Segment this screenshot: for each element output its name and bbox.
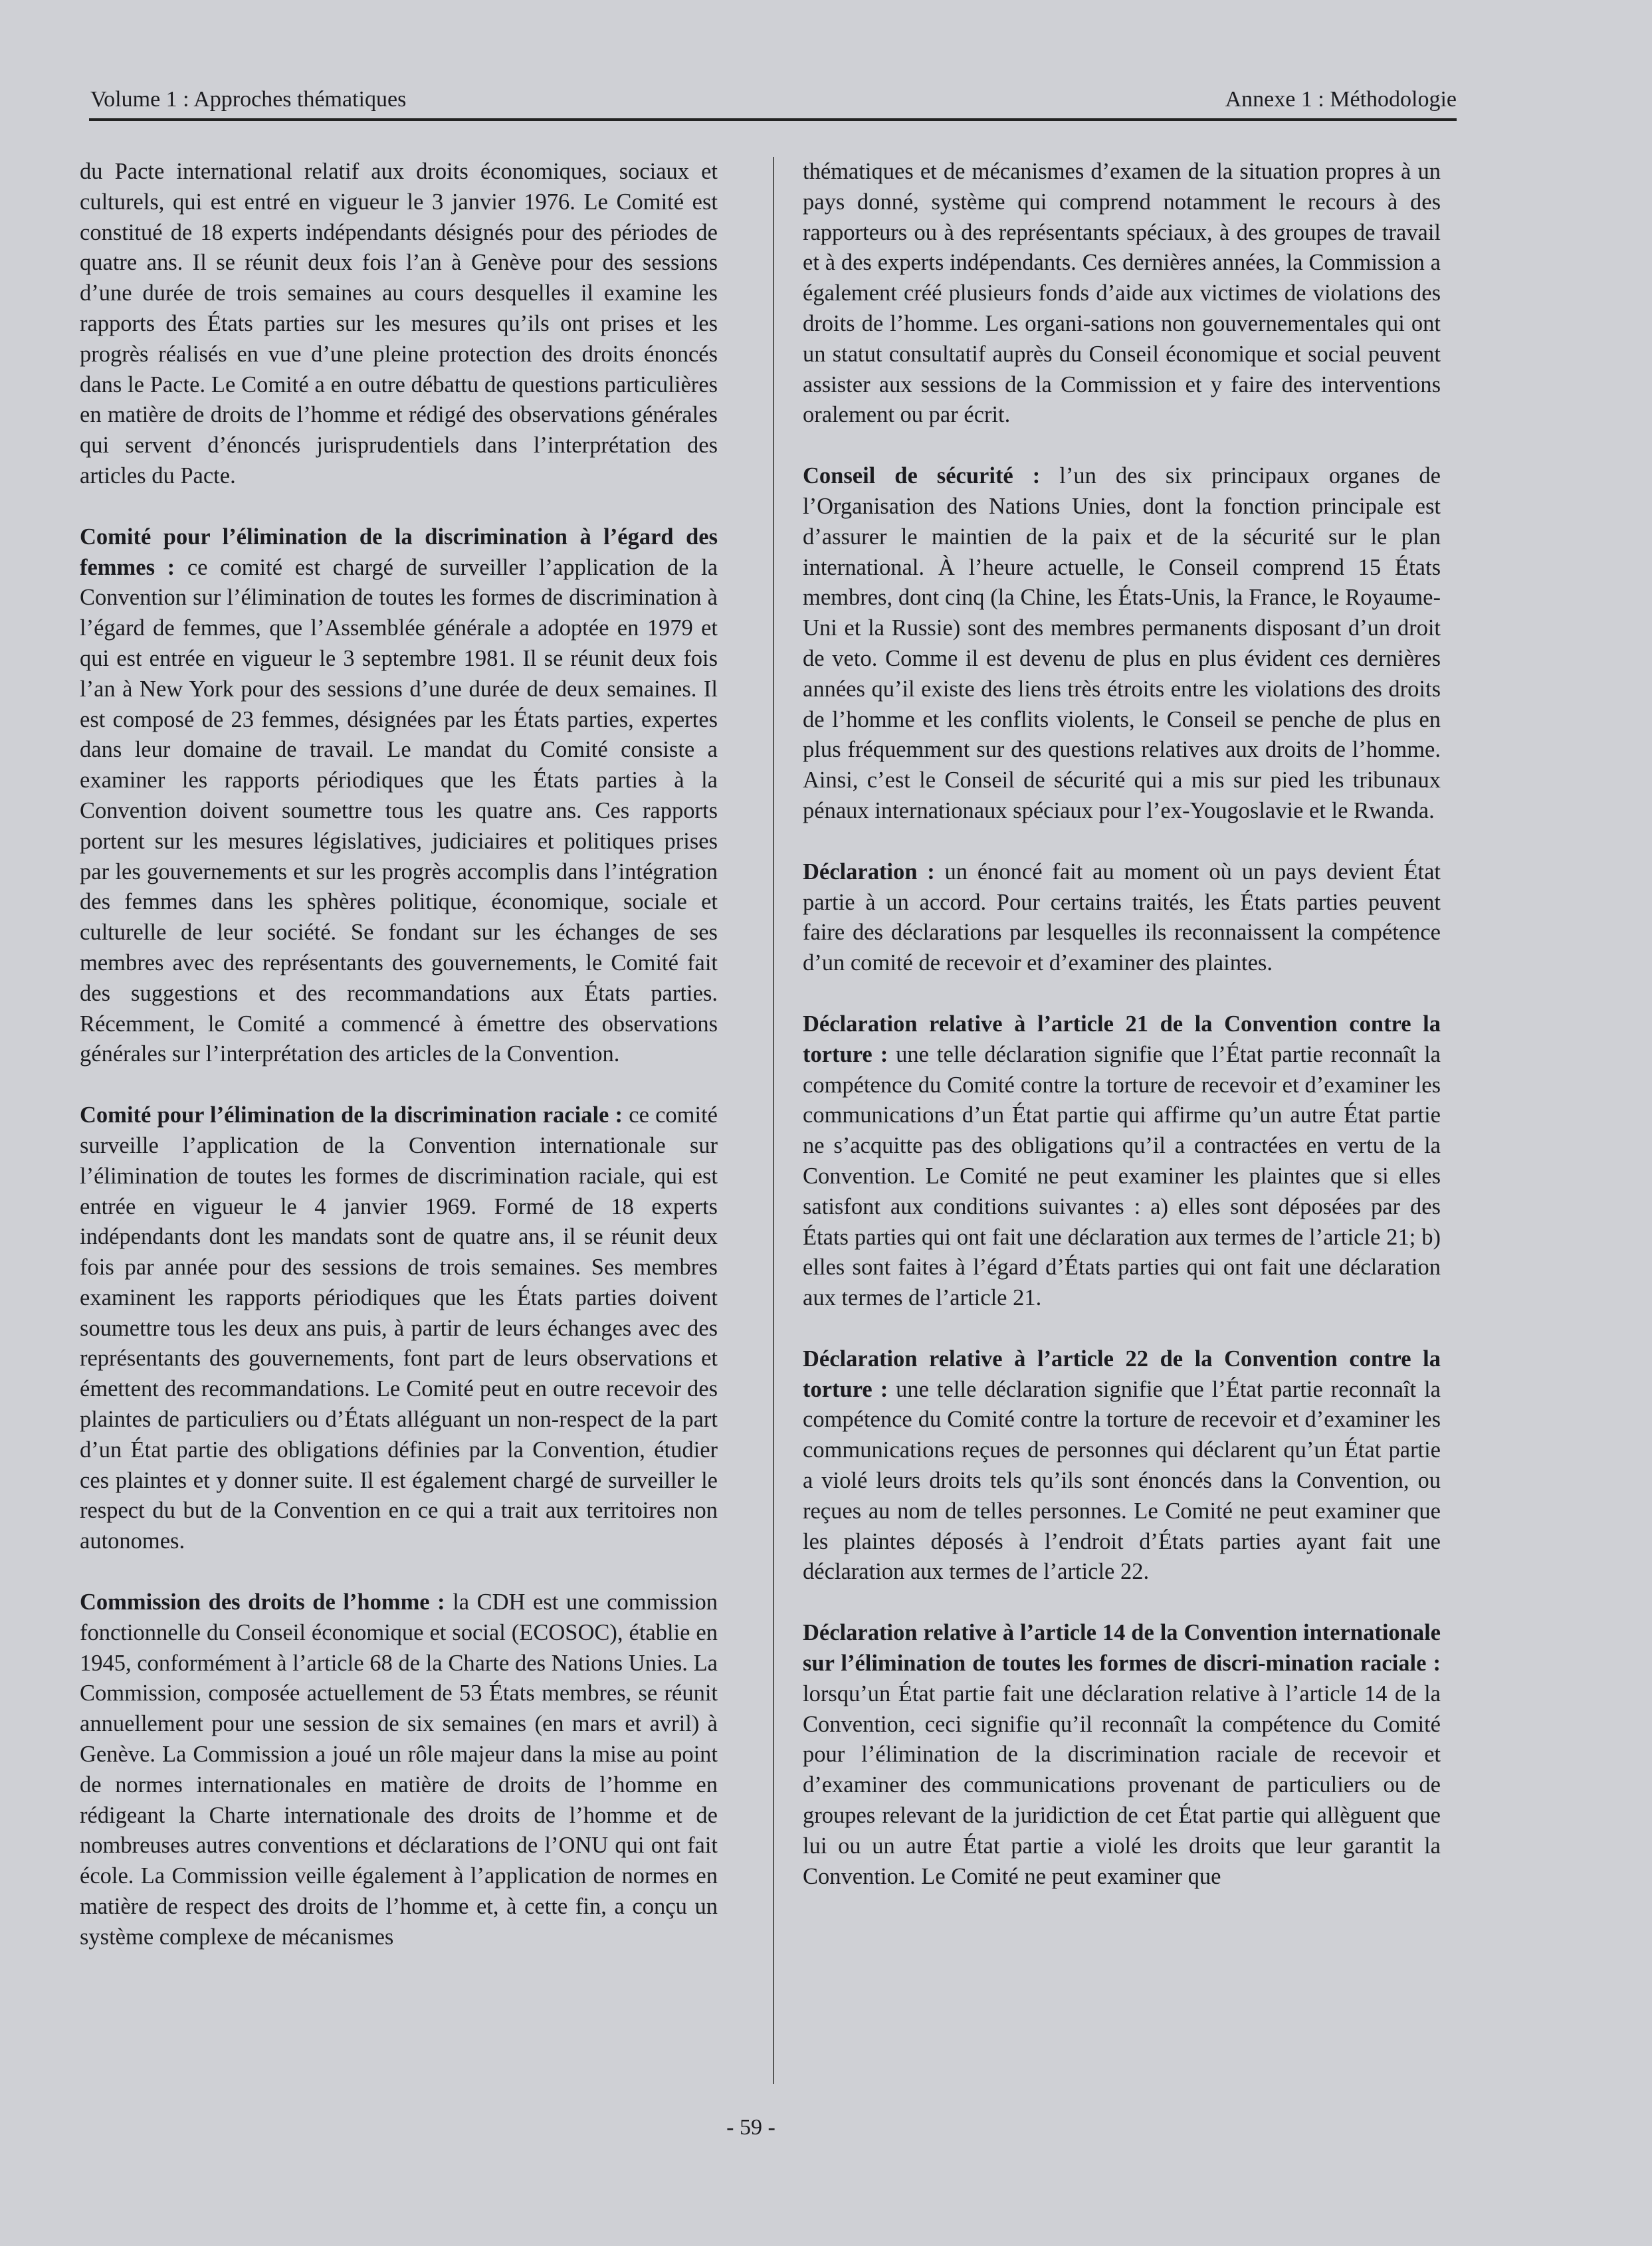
glossary-definition: ce comité surveille l’application de la Convention internationale sur l’élimination de toutes les formes de discrimination raciale, qui est entrée en vigueur le 4 janvier 1969. Formé de 18 experts indépendants dont les mandats sont de quatre ans, il se réunit deux fois par année pour des sessions de trois semaines. Ses membres examinent les rapports périodiques que les États parties doivent soumettre tous les deux ans puis, à partir de leurs échanges avec des représentants des gouvernements, font part de leurs observations et émettent des recommandations. Le Comité peut en outre recevoir des plaintes de particuliers ou d’États alléguant un non-respect de la part d’un État partie des obligations définies par la Convention, étudier ces plaintes et y donner suite. Il est également chargé de surveiller le respect du but de la Convention en ce qui a trait aux territoires non autonomes. <box>80 1102 718 1554</box>
glossary-definition: ce comité est chargé de surveiller l’application de la Convention sur l’élimination de toutes les formes de discrimination à l’égard de femmes, que l’Assemblée générale a adoptée en 1979 et qui est entrée en vigueur le 3 septembre 1981. Il se réunit deux fois l’an à New York pour des sessions d’une durée de deux semaines. Il est composé de 23 femmes, désignées par les États parties, expertes dans leur domaine de travail. Le mandat du Comité consiste a examiner les rapports périodiques que les États parties à la Convention doivent soumettre tous les quatre ans. Ces rapports portent sur les mesures législatives, judiciaires et politiques prises par les gouvernements et sur les progrès accomplis dans l’intégration des femmes dans les sphères politique, économique, sociale et culturelle de leur société. Se fondant sur les échanges de ses membres avec des représentants des gouvernements, le Comité fait des suggestions et des recommandations aux États parties. Récemment, le Comité a commencé à émettre des observations générales sur l’interprétation des articles de la Convention. <box>80 554 718 1067</box>
glossary-definition: l’un des six principaux organes de l’Organisation des Nations Unies, dont la fonction principale est d’assurer le maintien de la paix et de la sécurité sur le plan international. À l’heure actuelle, le Conseil comprend 15 États membres, dont cinq (la Chine, les États-Unis, la France, le Royaume-Uni et la Russie) sont des membres permanents disposant d’un droit de veto. Comme il est devenu de plus en plus évident ces dernières années qu’il existe des liens très étroits entre les violations des droits de l’homme et les conflits violents, le Conseil se penche de plus en plus fréquemment sur des questions relatives aux droits de l’homme. Ainsi, c’est le Conseil de sécurité qui a mis sur pied les tribunaux pénaux internationaux spéciaux pour l’ex-Yougoslavie et le Rwanda. <box>803 463 1441 823</box>
running-header-right: Annexe 1 : Méthodologie <box>1225 87 1457 112</box>
glossary-entry-cerd <box>80 1100 718 1557</box>
paragraph-text: thématiques et de mécanismes d’examen de la situation propres à un pays donné, système qui comprend notamment le recours à des rapporteurs ou à des représentants spéciaux, à des groupes de travail et à des experts indépendants. Ces dernières années, la Commission a également créé plusieurs fonds d’aide aux victimes de violations des droits de l’homme. Les organi-sations non gouvernementales qui ont un statut consultatif auprès du Conseil économique et social peuvent assister aux sessions de la Commission et y faire des interventions oralement ou par écrit. <box>803 159 1441 428</box>
glossary-term: Déclaration relative à l’article 21 de la Convention contre la torture : <box>803 1011 1441 1067</box>
glossary-entry-declaration-article-22 <box>803 1344 1441 1587</box>
paragraph-continuation <box>803 157 1441 431</box>
glossary-definition: une telle déclaration signifie que l’État partie reconnaît la compétence du Comité contre la torture de recevoir et d’examiner les communications d’un État partie qui affirme qu’un autre État partie ne s’acquitte pas des obligations qu’il a contractées en vertu de la Convention. Le Comité ne peut examiner les plaintes que si elles satisfont aux conditions suivantes : a) elles sont déposées par des États parties qui ont fait une déclaration aux termes de l’article 21; b) elles sont faites à l’égard d’États parties qui ont fait une déclaration aux termes de l’article 21. <box>803 1041 1441 1311</box>
glossary-term: Déclaration relative à l’article 22 de la Convention contre la torture : <box>803 1346 1441 1402</box>
paragraph-text: du Pacte international relatif aux droits économiques, sociaux et culturels, qui est entré en vigueur le 3 janvier 1976. Le Comité est constitué de 18 experts indépendants désignés pour des périodes de quatre ans. Il se réunit deux fois l’an à Genève pour des sessions d’une durée de trois semaines au cours desquelles il examine les rapports des États parties sur les mesures qu’ils ont prises et les progrès réalisés en vue d’une pleine protection des droits énoncés dans le Pacte. Le Comité a en outre débattu de questions particulières en matière de droits de l’homme et rédigé des observations générales qui servent d’énoncés jurisprudentiels dans l’interprétation des articles du Pacte. <box>80 159 718 488</box>
glossary-entry-conseil-securite <box>803 461 1441 827</box>
glossary-entry-declaration <box>803 857 1441 979</box>
glossary-definition: la CDH est une commission fonctionnelle du Conseil économique et social (ECOSOC), établie en 1945, conformément à l’article 68 de la Charte des Nations Unies. La Commission, composée actuellement de 53 États membres, se réunit annuellement pour une session de six semaines (en mars et avril) à Genève. La Commission a joué un rôle majeur dans la mise au point de normes internationales en matière de droits de l’homme en rédigeant la Charte internationale des droits de l’homme et de nombreuses autres conventions et déclarations de l’ONU qui ont fait école. La Commission veille également à l’application de normes en matière de respect des droits de l’homme et, à cette fin, a conçu un système complexe de mécanismes <box>80 1589 718 1950</box>
glossary-term: Conseil de sécurité : <box>803 463 1041 489</box>
glossary-term: Déclaration : <box>803 859 935 884</box>
paragraph-continuation <box>80 157 718 492</box>
glossary-definition: lorsqu’un État partie fait une déclaration relative à l’article 14 de la Convention, ceci signifie qu’il reconnaît la compétence du Comité pour l’élimination de la discrimination raciale de recevoir et d’examiner des communications provenant de particuliers ou de groupes relevant de la juridiction de cet État partie qui allèguent que lui ou un autre État partie a violé les droits que leur garantit la Convention. Le Comité ne peut examiner que <box>803 1681 1441 1889</box>
glossary-term: Comité pour l’élimination de la discrimination raciale : <box>80 1102 623 1128</box>
header-rule <box>89 118 1457 121</box>
glossary-definition: une telle déclaration signifie que l’État partie reconnaît la compétence du Comité contre la torture de recevoir et d’examiner les communications reçues de personnes qui déclarent qu’un État partie a violé leurs droits tels qu’ils sont énoncés dans la Convention, ou reçues au nom de telles personnes. Le Comité ne peut examiner que les plaintes déposés à l’endroit d’États parties ayant fait une déclaration aux termes de l’article 22. <box>803 1376 1441 1585</box>
glossary-definition: un énoncé fait au moment où un pays devient État partie à un accord. Pour certains traités, les États parties peuvent faire des déclarations par lesquelles ils reconnaissent la compétence d’un comité de recevoir et d’examiner des plaintes. <box>803 859 1441 976</box>
glossary-term: Comité pour l’élimination de la discrimination à l’égard des femmes : <box>80 524 718 580</box>
glossary-entry-declaration-article-21 <box>803 1009 1441 1314</box>
glossary-entry-declaration-article-14 <box>803 1618 1441 1892</box>
page-number: - 59 - <box>726 2115 775 2140</box>
right-column <box>803 157 1441 1922</box>
running-header-left: Volume 1 : Approches thématiques <box>90 87 407 112</box>
column-divider <box>773 157 774 2084</box>
left-column <box>80 157 718 1984</box>
glossary-entry-commission-droits-homme <box>80 1587 718 1953</box>
glossary-term: Déclaration relative à l’article 14 de la Convention internationale sur l’élimination de toutes les formes de discri-mination raciale : <box>803 1620 1441 1677</box>
glossary-entry-cedaw <box>80 522 718 1070</box>
glossary-term: Commission des droits de l’homme : <box>80 1589 445 1615</box>
